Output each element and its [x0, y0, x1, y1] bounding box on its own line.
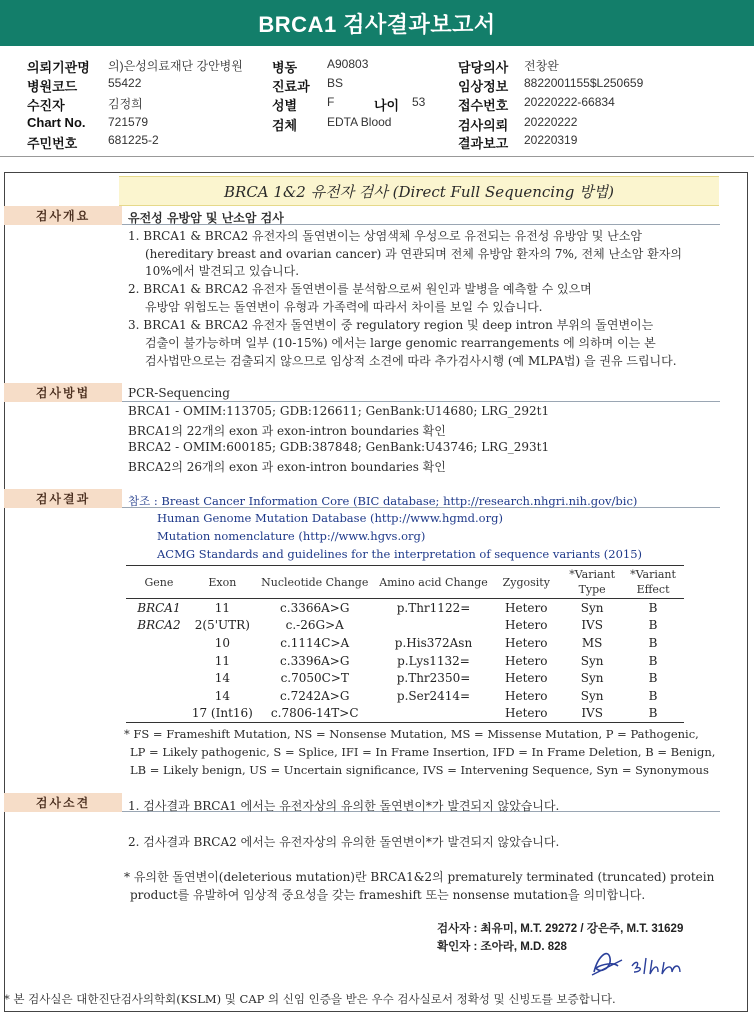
header-label: 수진자: [27, 98, 65, 113]
column-header: *Variant Type: [569, 568, 616, 596]
table-cell: 17 (Int16): [191, 706, 253, 721]
section-label-overview: [4, 206, 122, 225]
reference-line: 참조 : Breast Cancer Information Core (BIC database; http://research.nhgri.nih.gov/bic): [128, 494, 638, 508]
header-value: EDTA Blood: [327, 115, 392, 129]
table-cell: B: [648, 618, 658, 633]
header-label: 병동: [272, 60, 298, 75]
report-title: BRCA 1&2 유전자 검사 (Direct Full Sequencing 방법): [224, 182, 614, 201]
header-label: 결과보고: [458, 136, 509, 151]
report-title-bar: [0, 0, 754, 46]
method-line: BRCA1의 22개의 exon 과 exon-intron boundaries 확인: [128, 424, 446, 438]
table-cell: IVS: [581, 706, 603, 721]
table-cell: c.7050C>T: [280, 671, 349, 686]
table-cell: Hetero: [505, 706, 548, 721]
report-section-title: [119, 176, 719, 206]
table-cell: MS: [581, 635, 603, 650]
abbreviation-note: * FS = Frameshift Mutation, NS = Nonsense Mutation, MS = Missense Mutation, P = Pathogenic,: [124, 727, 699, 741]
table-cell: c.7806-14T>C: [270, 706, 359, 721]
table-cell: Hetero: [505, 653, 548, 668]
table-cell: [126, 669, 192, 687]
column-header: Nucleotide Change: [261, 575, 369, 589]
header-value: 20220222-66834: [524, 95, 615, 109]
section-label-text: 검사개요: [35, 209, 91, 223]
header-value: 전창완: [524, 59, 559, 73]
table-cell: p.Thr1122=: [396, 600, 471, 615]
table-cell: Syn: [580, 653, 604, 668]
table-cell: [377, 705, 491, 723]
overview-line: 유방암 위험도는 돌연변이 유형과 가족력에 따라서 차이를 보일 수 있습니다.: [145, 300, 543, 314]
column-header: Zygosity: [502, 575, 550, 589]
table-cell: Hetero: [505, 635, 548, 650]
header-label: 담당의사: [458, 60, 509, 75]
header-label: 나이: [374, 98, 400, 113]
header-value: 681225-2: [108, 133, 159, 147]
table-cell: [126, 687, 192, 705]
table-cell: 11: [214, 653, 230, 668]
section-label-text: 검사소견: [35, 796, 91, 810]
table-row: [126, 669, 684, 687]
header-label: 의뢰기관명: [27, 60, 90, 75]
table-cell: Hetero: [505, 618, 548, 633]
column-header: *Variant Effect: [630, 568, 676, 596]
header-value: 20220222: [524, 115, 578, 129]
table-cell: IVS: [581, 618, 603, 633]
table-cell: 14: [214, 671, 230, 686]
table-cell: [126, 634, 192, 652]
overview-heading: 유전성 유방암 및 난소암 검사: [128, 211, 284, 225]
overview-line: (hereditary breast and ovarian cancer) 과 연관되며 전체 유방암 환자의 7%, 전체 난소암 환자의: [145, 247, 682, 261]
header-value: 721579: [108, 115, 149, 129]
footer-accreditation: * 본 검사실은 대한진단검사의학회(KSLM) 및 CAP 의 신임 인증을 받은 우수 검사실로서 정확성 및 신빙도를 보증합니다.: [4, 992, 616, 1006]
table-cell: BRCA1: [137, 600, 181, 615]
header-label: Chart No.: [27, 115, 86, 130]
header-label: 진료과: [272, 79, 310, 94]
overview-line: 1. BRCA1 & BRCA2 유전자의 돌연변이는 상염색체 우성으로 유전되는 유전성 유방암 및 난소암: [128, 229, 642, 243]
table-cell: c.3366A>G: [280, 600, 350, 615]
section-label-text: 검사방법: [35, 386, 91, 400]
section-label-method: [4, 383, 122, 402]
table-cell: p.Lys1132=: [397, 653, 470, 668]
header-label: 병원코드: [27, 79, 78, 94]
table-row: [126, 634, 684, 652]
table-cell: Hetero: [505, 600, 548, 615]
table-cell: [126, 652, 192, 670]
table-row: [126, 599, 684, 617]
section-label-text: 검사결과: [35, 492, 91, 506]
header-value: 8822001155$L250659: [524, 76, 644, 90]
overview-line: 검출이 불가능하며 일부 (10-15%) 에서는 large genomic rearrangements 에 의하며 이는 본: [145, 336, 656, 350]
table-cell: B: [648, 688, 658, 703]
table-cell: c.7242A>G: [280, 688, 350, 703]
overview-line: 검사법만으로는 검출되지 않으므로 임상적 소견에 따라 추가검사시행 (예 MLPA법) 을 권유 드립니다.: [145, 354, 677, 368]
handwritten-signature: [588, 942, 708, 982]
table-cell: [126, 705, 192, 723]
table-cell: B: [648, 706, 658, 721]
header-label: 주민번호: [27, 136, 78, 151]
table-row: [126, 687, 684, 705]
table-cell: [377, 617, 491, 635]
table-cell: p.Thr2350=: [396, 671, 471, 686]
table-cell: Hetero: [505, 688, 548, 703]
variant-table: [126, 565, 684, 723]
header-divider: [0, 156, 754, 157]
column-header: Exon: [208, 575, 237, 589]
method-line: PCR-Sequencing: [128, 386, 230, 400]
header-value: F: [327, 95, 335, 109]
header-value: 20220319: [524, 133, 578, 147]
header-value: 53: [412, 95, 426, 109]
reference-line: Human Genome Mutation Database (http://www.hgmd.org): [157, 511, 503, 525]
table-cell: BRCA2: [137, 618, 181, 633]
abbreviation-note: LP = Likely pathogenic, S = Splice, IFI = In Frame Insertion, IFD = In Frame Deletion, B = Benign,: [130, 745, 716, 759]
table-cell: p.His372Asn: [394, 635, 473, 650]
table-cell: B: [648, 635, 658, 650]
table-row: [126, 705, 684, 723]
table-cell: B: [648, 600, 658, 615]
opinion-line: 1. 검사결과 BRCA1 에서는 유전자상의 유의한 돌연변이*가 발견되지 않았습니다.: [128, 799, 560, 813]
opinion-line: 2. 검사결과 BRCA2 에서는 유전자상의 유의한 돌연변이*가 발견되지 않았습니다.: [128, 835, 560, 849]
table-cell: Syn: [580, 688, 604, 703]
reference-line: Mutation nomenclature (http://www.hgvs.org): [157, 529, 426, 543]
header-value: BS: [327, 76, 344, 90]
overview-line: 10%에서 발견되고 있습니다.: [145, 264, 300, 278]
page-title: BRCA1 검사결과보고서: [258, 11, 496, 37]
method-line: BRCA2의 26개의 exon 과 exon-intron boundaries 확인: [128, 460, 446, 474]
header-value: 의)은성의료재단 강안병원: [108, 59, 243, 73]
table-cell: 11: [214, 600, 230, 615]
opinion-note: product를 유발하여 임상적 중요성을 갖는 frameshift 또는 nonsense mutation을 의미합니다.: [130, 888, 646, 902]
method-line: BRCA1 - OMIM:113705; GDB:126611; GenBank:U14680; LRG_292t1: [128, 404, 550, 418]
table-cell: 2(5'UTR): [194, 618, 250, 633]
table-cell: c.-26G>A: [285, 618, 344, 633]
table-cell: p.Ser2414=: [396, 688, 471, 703]
header-value: 55422: [108, 76, 142, 90]
header-label: 성별: [272, 98, 298, 113]
table-cell: 10: [214, 635, 230, 650]
table-cell: Syn: [580, 600, 604, 615]
abbreviation-note: LB = Likely benign, US = Uncertain significance, IVS = Intervening Sequence, Syn = Synonymous: [130, 763, 709, 777]
table-cell: B: [648, 671, 658, 686]
column-header: Gene: [144, 575, 174, 589]
opinion-note: * 유의한 돌연변이(deleterious mutation)란 BRCA1&2의 prematurely terminated (truncated) protein: [124, 870, 715, 884]
header-value: 김정희: [108, 97, 143, 111]
overview-line: 2. BRCA1 & BRCA2 유전자 돌연변이를 분석함으로써 원인과 발병을 예측할 수 있으며: [128, 282, 592, 296]
table-cell: c.3396A>G: [280, 653, 350, 668]
header-value: A90803: [327, 57, 369, 71]
table-cell: 14: [214, 688, 230, 703]
section-label-results: [4, 489, 122, 508]
table-cell: c.1114C>A: [280, 635, 350, 650]
section-label-opinion: [4, 793, 122, 812]
header-label: 임상정보: [458, 79, 509, 94]
reference-line: ACMG Standards and guidelines for the interpretation of sequence variants (2015): [157, 547, 643, 561]
table-cell: B: [648, 653, 658, 668]
table-cell: Hetero: [505, 671, 548, 686]
section-divider: [122, 401, 720, 402]
tester-signature: 검사자 : 최유미, M.T. 29272 / 강은주, M.T. 31629: [437, 923, 684, 935]
table-row: [126, 652, 684, 670]
overview-line: 3. BRCA1 & BRCA2 유전자 돌연변이 중 regulatory region 및 deep intron 부위의 돌연변이는: [128, 318, 654, 332]
confirmer-signature: 확인자 : 조아라, M.D. 828: [437, 941, 567, 953]
header-label: 접수번호: [458, 98, 509, 113]
method-line: BRCA2 - OMIM:600185; GDB:387848; GenBank:U43746; LRG_293t1: [128, 440, 550, 454]
header-label: 검사의뢰: [458, 118, 509, 133]
table-header-row: [126, 566, 684, 599]
column-header: Amino acid Change: [379, 575, 488, 589]
table-row: [126, 617, 684, 635]
table-cell: Syn: [580, 671, 604, 686]
header-label: 검체: [272, 118, 298, 133]
